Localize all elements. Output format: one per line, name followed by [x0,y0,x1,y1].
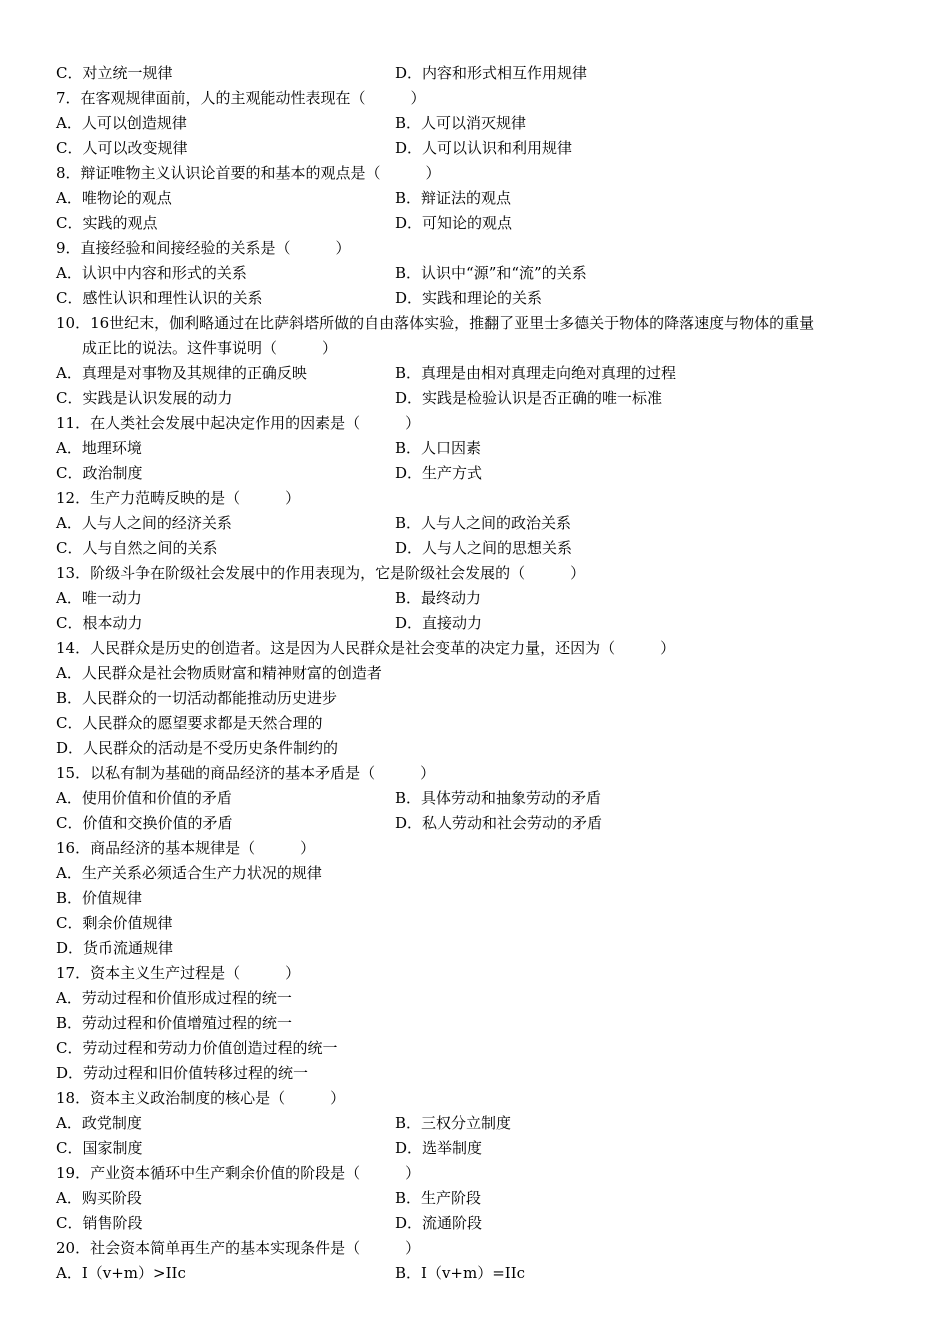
q16-option-d: D．货币流通规律 [56,939,174,957]
q17-option-d: D．劳动过程和旧价值转移过程的统一 [56,1064,309,1082]
q6-option-c: C．对立统一规律 [56,64,173,82]
q18-option-b: B．三权分立制度 [395,1114,512,1132]
q8-option-a: A．唯物论的观点 [56,189,172,207]
q15-option-c: C．价值和交换价值的矛盾 [56,814,233,832]
q17-stem: 17．资本主义生产过程是（ ） [56,964,301,982]
q18-option-d: D．选举制度 [395,1139,483,1157]
q20-option-a: A．I（v+m）>IIc [56,1264,186,1282]
q11-option-b: B．人口因素 [395,439,482,457]
q16-stem: 16．商品经济的基本规律是（ ） [56,839,316,857]
q10-option-c: C．实践是认识发展的动力 [56,389,233,407]
q15-option-d: D．私人劳动和社会劳动的矛盾 [395,814,603,832]
q15-option-a: A．使用价值和价值的矛盾 [56,789,232,807]
q10-option-d: D．实践是检验认识是否正确的唯一标准 [395,389,663,407]
q15-option-b: B．具体劳动和抽象劳动的矛盾 [395,789,602,807]
q18-option-a: A．政党制度 [56,1114,142,1132]
q16-option-a: A．生产关系必须适合生产力状况的规律 [56,864,322,882]
q10-stem-line1: 10．16世纪末，伽利略通过在比萨斜塔所做的自由落体实验，推翻了亚里士多德关于物体的降落速度与物体的重量 [56,314,815,332]
q8-option-c: C．实践的观点 [56,214,158,232]
q12-option-a: A．人与人之间的经济关系 [56,514,232,532]
q10-option-b: B．真理是由相对真理走向绝对真理的过程 [395,364,677,382]
q14-option-d: D．人民群众的活动是不受历史条件制约的 [56,739,339,757]
q19-option-b: B．生产阶段 [395,1189,482,1207]
q11-stem: 11．在人类社会发展中起决定作用的因素是（ ） [56,414,421,432]
q9-stem: 9．直接经验和间接经验的关系是（ ） [56,239,351,257]
q11-option-a: A．地理环境 [56,439,142,457]
q7-option-d: D．人可以认识和利用规律 [395,139,573,157]
q8-option-b: B．辩证法的观点 [395,189,512,207]
q19-option-c: C．销售阶段 [56,1214,143,1232]
q10-stem-line2: 成正比的说法。这件事说明（ ） [82,339,338,357]
q14-option-c: C．人民群众的愿望要求都是天然合理的 [56,714,323,732]
q13-stem: 13．阶级斗争在阶级社会发展中的作用表现为，它是阶级社会发展的（ ） [56,564,586,582]
q7-option-b: B．人可以消灭规律 [395,114,527,132]
q9-option-b: B．认识中“源”和“流”的关系 [395,264,587,282]
q16-option-b: B．价值规律 [56,889,143,907]
q20-option-b: B．I（v+m）=IIc [395,1264,526,1282]
q13-option-c: C．根本动力 [56,614,143,632]
q8-option-d: D．可知论的观点 [395,214,513,232]
q9-option-c: C．感性认识和理性认识的关系 [56,289,263,307]
q10-option-a: A．真理是对事物及其规律的正确反映 [56,364,307,382]
q17-option-a: A．劳动过程和价值形成过程的统一 [56,989,292,1007]
q18-stem: 18．资本主义政治制度的核心是（ ） [56,1089,346,1107]
q9-option-a: A．认识中内容和形式的关系 [56,264,247,282]
q9-option-d: D．实践和理论的关系 [395,289,543,307]
q19-option-d: D．流通阶段 [395,1214,483,1232]
q20-stem: 20．社会资本简单再生产的基本实现条件是（ ） [56,1239,421,1257]
q12-stem: 12．生产力范畴反映的是（ ） [56,489,301,507]
q13-option-b: B．最终动力 [395,589,482,607]
q14-option-b: B．人民群众的一切活动都能推动历史进步 [56,689,338,707]
q16-option-c: C．剩余价值规律 [56,914,173,932]
q7-stem: 7．在客观规律面前，人的主观能动性表现在（ ） [56,89,426,107]
q17-option-b: B．劳动过程和价值增殖过程的统一 [56,1014,293,1032]
q11-option-c: C．政治制度 [56,464,143,482]
q18-option-c: C．国家制度 [56,1139,143,1157]
q13-option-d: D．直接动力 [395,614,483,632]
q19-option-a: A．购买阶段 [56,1189,142,1207]
q8-stem: 8．辩证唯物主义认识论首要的和基本的观点是（ ） [56,164,441,182]
q19-stem: 19．产业资本循环中生产剩余价值的阶段是（ ） [56,1164,421,1182]
q14-option-a: A．人民群众是社会物质财富和精神财富的创造者 [56,664,382,682]
q17-option-c: C．劳动过程和劳动力价值创造过程的统一 [56,1039,338,1057]
q13-option-a: A．唯一动力 [56,589,142,607]
q11-option-d: D．生产方式 [395,464,483,482]
q7-option-a: A．人可以创造规律 [56,114,187,132]
q12-option-b: B．人与人之间的政治关系 [395,514,572,532]
q12-option-c: C．人与自然之间的关系 [56,539,218,557]
q14-stem: 14．人民群众是历史的创造者。这是因为人民群众是社会变革的决定力量，还因为（ ） [56,639,676,657]
q12-option-d: D．人与人之间的思想关系 [395,539,573,557]
q7-option-c: C．人可以改变规律 [56,139,188,157]
q15-stem: 15．以私有制为基础的商品经济的基本矛盾是（ ） [56,764,436,782]
q6-option-d: D．内容和形式相互作用规律 [395,64,588,82]
